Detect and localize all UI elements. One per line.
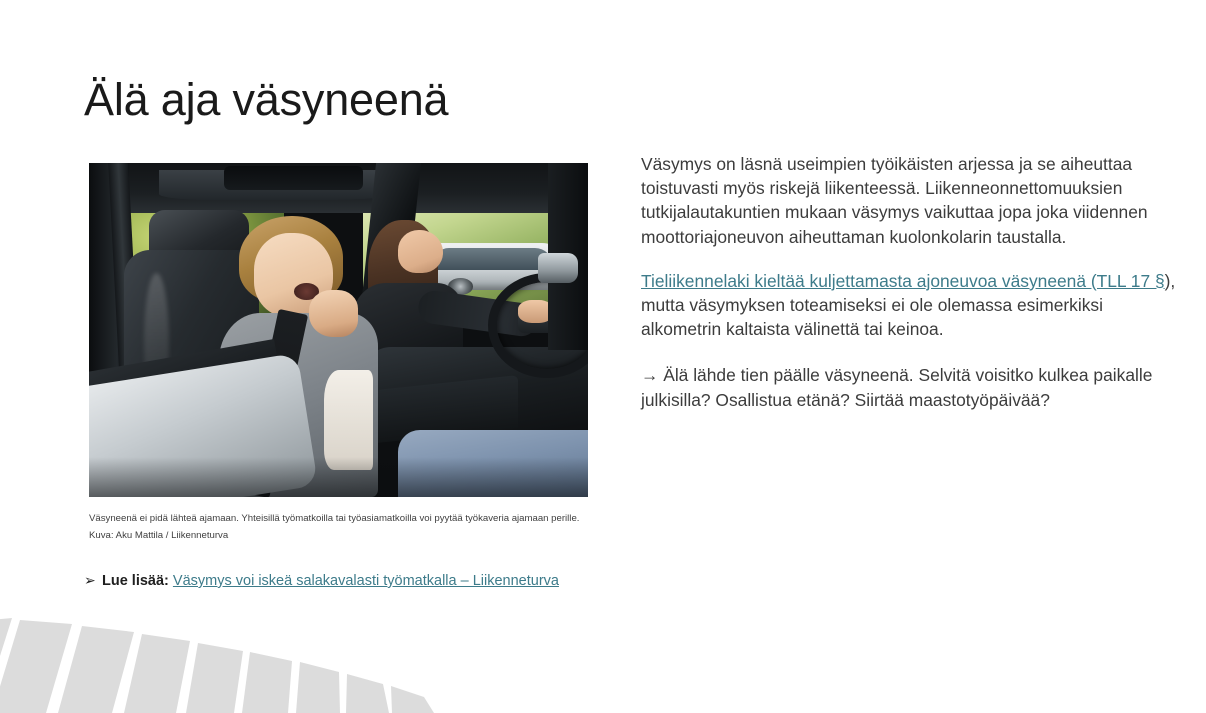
photo-driver-face <box>398 230 443 273</box>
traffic-law-link[interactable]: Tieliikennelaki kieltää kuljettamasta ajoneuvoa väsyneenä (TLL 17 § <box>641 270 1165 291</box>
paragraph-intro: Väsymys on läsnä useimpien työikäisten arjessa ja se aiheuttaa toistuvasti myös riskejä liikenteessä. Liikenneonnettomuuksien tutkijalautakuntien mukaan väsymys vaikuttaa jopa joka viidennen moottoriajoneuvon aiheuttaman kuolonkolarin taustalla. <box>641 154 1148 247</box>
arrowhead-bullet-icon: ➢ <box>84 572 96 588</box>
paragraph-advice <box>641 363 1179 411</box>
read-more-line <box>84 570 624 591</box>
body-text-column <box>641 152 1179 432</box>
photo-side-mirror <box>538 253 578 283</box>
page-title: Älä aja väsyneenä <box>84 74 449 125</box>
photo-passenger-shirt <box>324 370 374 470</box>
paragraph-law-rest: ), mutta väsymyksen toteamiseksi ei ole olemassa esimerkiksi alkometrin kaltaista välinettä tai keinoa. <box>641 270 1176 340</box>
photo-block <box>89 163 588 497</box>
photo-passenger-hand <box>309 290 359 337</box>
right-arrow-icon: → <box>641 365 659 386</box>
read-more-label: Lue lisää: <box>102 573 169 589</box>
chevron-bars-svg <box>0 598 470 713</box>
photo-outside-car-window <box>433 248 553 270</box>
paragraph-advice-text: Älä lähde tien päälle väsyneenä. Selvitä voisitko kulkea paikalle julkisilla? Osallistua etänä? Siirtää maastotyöpäivää? <box>641 365 1153 410</box>
decorative-chevron-pattern <box>0 598 470 713</box>
car-interior-photo <box>89 163 588 497</box>
paragraph-law <box>641 269 1179 342</box>
photo-bottom-shadow <box>89 457 588 497</box>
photo-sunroof <box>224 166 364 189</box>
read-more-link[interactable]: Väsymys voi iskeä salakavalasti työmatkalla – Liikenneturva <box>172 573 559 589</box>
photo-caption: Väsyneenä ei pidä lähteä ajamaan. Yhteisillä työmatkoilla tai työasiamatkoilla voi pyytää työkaveria ajamaan perille. Kuva: Aku Mattila / Liikenneturva <box>89 513 580 541</box>
